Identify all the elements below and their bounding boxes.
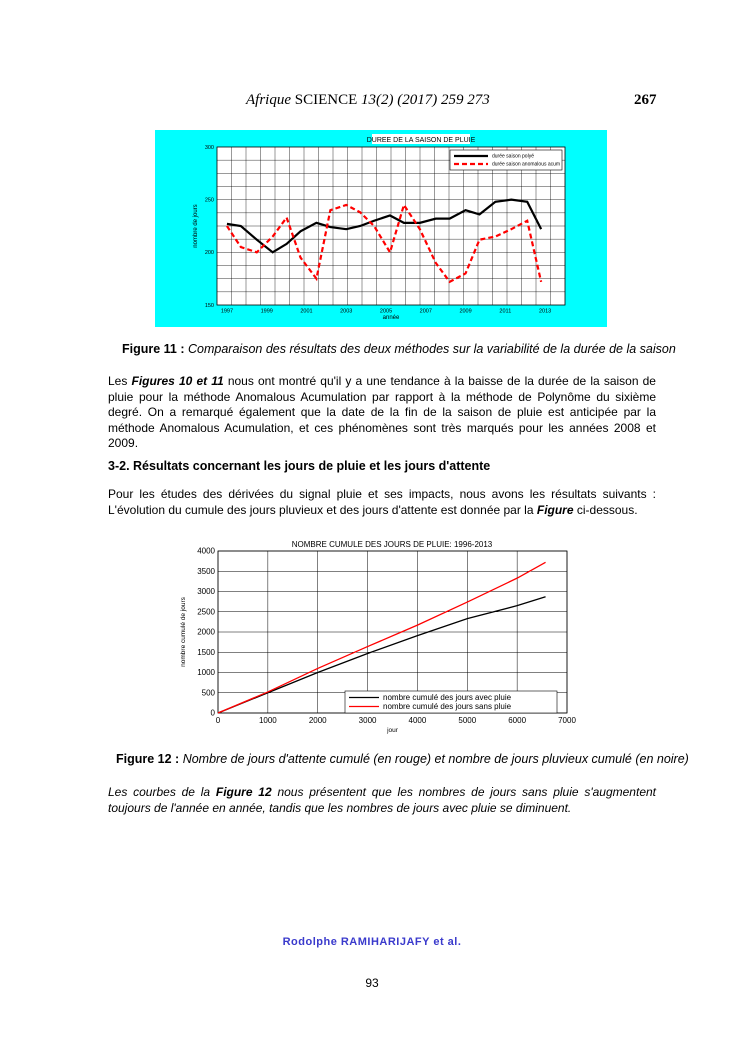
x-tick-label: 1997 bbox=[220, 308, 234, 315]
x-tick-label: 2009 bbox=[459, 308, 472, 315]
figure-11-label: Figure 11 : bbox=[122, 342, 185, 356]
para1-after: nous ont montré qu'il y a une tendance à la baisse de la durée de la saison de pluie pour la méthode Anomalous Acumulation par rapport à la méthode de Polynôme du sixième degré. On a remarqué également que la date de la fin de la saison de pluie est anticipée par la méthode Anomalous Acumulation, et ces phénomènes sont très marqués pour les années 2008 et 2009. bbox=[108, 374, 656, 450]
x-tick-label: 4000 bbox=[408, 716, 427, 725]
figure-11-caption bbox=[122, 342, 676, 356]
x-tick-label: 2013 bbox=[538, 308, 552, 315]
x-tick-label: 2005 bbox=[379, 308, 393, 315]
y-tick-label: 2500 bbox=[197, 607, 215, 617]
page-number: 267 bbox=[634, 92, 657, 108]
journal-name: SCIENCE bbox=[294, 92, 358, 108]
y-tick-label: 3500 bbox=[197, 566, 215, 576]
y-tick-label: 2000 bbox=[197, 627, 215, 637]
chart-title: DUREE DE LA SAISON DE PLUIE bbox=[366, 137, 476, 144]
para2-before: Pour les études des dérivées du signal pluie et ses impacts, nous avons les résultats suivants : L'évolution du cumule des jours pluvieux et des jours d'attente est donnée par la bbox=[108, 487, 656, 517]
x-tick-label: 1000 bbox=[258, 716, 277, 725]
x-axis-label: jour bbox=[387, 727, 398, 734]
y-axis-label: nombre de jours bbox=[193, 204, 199, 248]
para1-fig-ref: Figures 10 et 11 bbox=[131, 374, 224, 388]
figure-12-label: Figure 12 : bbox=[116, 752, 180, 766]
y-tick-label: 4000 bbox=[197, 546, 215, 556]
x-tick-label: 2000 bbox=[308, 716, 327, 725]
legend-label: durée saison anomalous acum bbox=[492, 161, 561, 168]
figure-11-chart bbox=[155, 130, 607, 327]
chart-title: NOMBRE CUMULE DES JOURS DE PLUIE: 1996-2013 bbox=[291, 540, 493, 549]
author-line: Rodolphe RAMIHARIJAFY et al. bbox=[282, 936, 462, 948]
para2-after: ci-dessous. bbox=[573, 502, 638, 517]
journal-italic: Afrique bbox=[246, 92, 291, 108]
journal-header bbox=[246, 92, 490, 109]
journal-ref: 13(2) (2017) 259 273 bbox=[361, 92, 490, 108]
figure-12-chart bbox=[170, 536, 580, 736]
figure-12-caption bbox=[116, 752, 689, 766]
legend-label: durée saison polyé bbox=[492, 153, 534, 160]
x-tick-label: 1999 bbox=[260, 308, 273, 315]
x-tick-label: 3000 bbox=[358, 716, 377, 725]
y-tick-label: 200 bbox=[204, 250, 214, 257]
y-tick-label: 1500 bbox=[197, 647, 215, 657]
y-tick-label: 3000 bbox=[197, 587, 215, 597]
y-tick-label: 500 bbox=[201, 688, 215, 698]
x-tick-label: 0 bbox=[215, 716, 221, 725]
para1-before: Les bbox=[108, 374, 132, 388]
x-tick-label: 2001 bbox=[300, 308, 313, 315]
para3-after: nous présentent que les nombres de jours sans pluie s'augmentent toujours de l'année en année, tandis que les nombres de jours avec pluie se diminuent. bbox=[108, 785, 656, 815]
y-tick-label: 300 bbox=[204, 144, 214, 151]
folio-number: 93 bbox=[365, 976, 379, 990]
para3-before: Les courbes de la bbox=[108, 785, 216, 799]
x-tick-label: 2011 bbox=[499, 308, 512, 315]
legend-label: nombre cumulé des jours avec pluie bbox=[383, 693, 512, 703]
x-tick-label: 6000 bbox=[508, 716, 527, 725]
x-tick-label: 7000 bbox=[558, 716, 576, 725]
paragraph-2 bbox=[108, 487, 656, 518]
x-axis-label: année bbox=[382, 315, 400, 321]
section-heading: 3-2. Résultats concernant les jours de pluie et les jours d'attente bbox=[108, 459, 491, 473]
figure-12-caption-text: Nombre de jours d'attente cumulé (en rouge) et nombre de jours pluvieux cumulé (en noire) bbox=[182, 752, 689, 766]
x-tick-label: 2003 bbox=[340, 308, 353, 315]
paragraph-1 bbox=[108, 374, 656, 452]
y-tick-label: 250 bbox=[204, 197, 214, 204]
legend-label: nombre cumulé des jours sans pluie bbox=[383, 702, 512, 712]
y-tick-label: 150 bbox=[204, 302, 214, 309]
x-tick-label: 2007 bbox=[419, 308, 432, 315]
para2-fig-ref: Figure bbox=[536, 502, 574, 517]
para3-fig-ref: Figure 12 bbox=[215, 785, 272, 799]
paragraph-3 bbox=[108, 785, 656, 816]
y-tick-label: 0 bbox=[210, 708, 215, 718]
figure-11-caption-text: Comparaison des résultats des deux méthodes sur la variabilité de la durée de la saison bbox=[188, 342, 676, 356]
x-tick-label: 5000 bbox=[458, 716, 477, 725]
y-tick-label: 1000 bbox=[197, 668, 215, 678]
y-axis-label: nombre cumulé de jours bbox=[180, 597, 187, 667]
